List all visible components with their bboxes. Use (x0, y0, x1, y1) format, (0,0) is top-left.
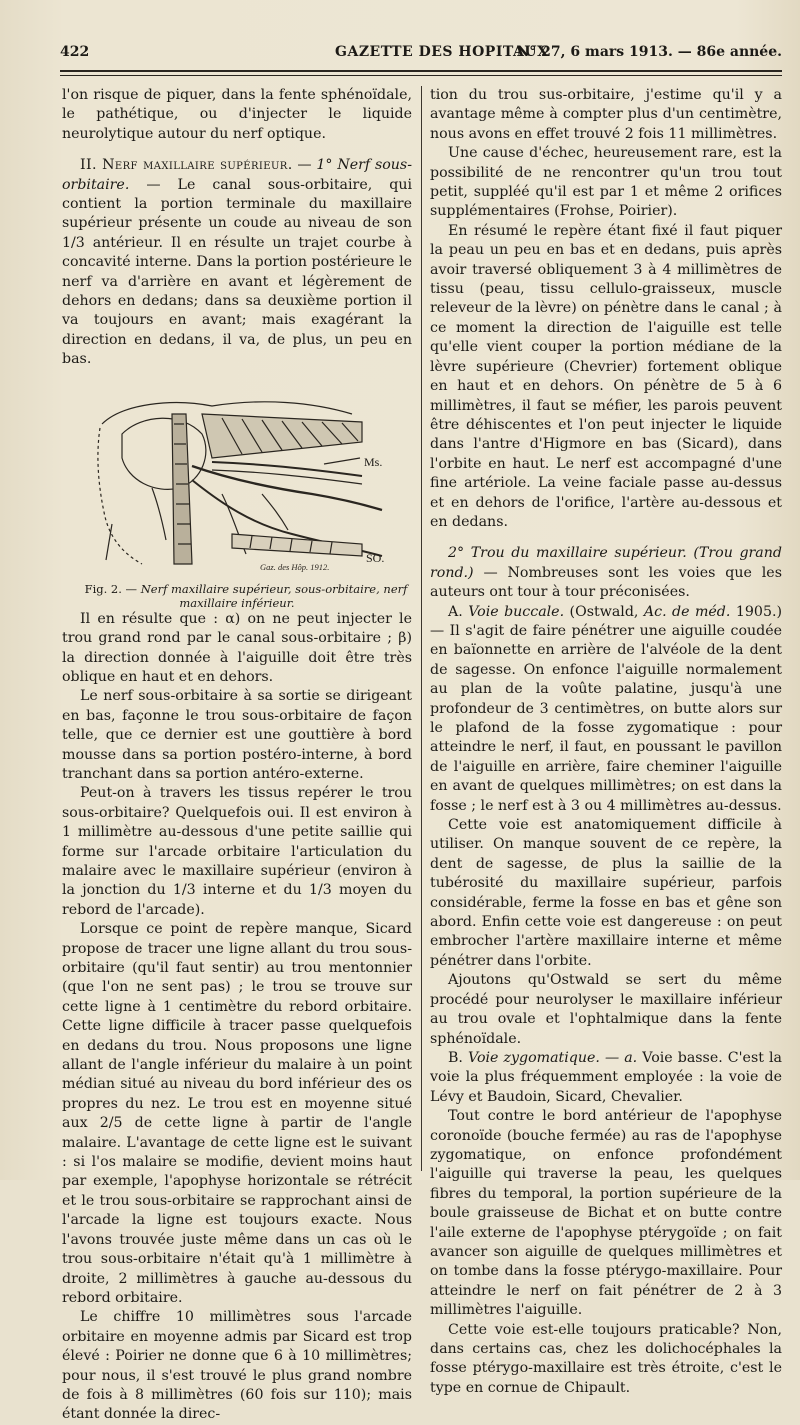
paragraph: Peut-on à travers les tissus repérer le trou sous-orbitaire? Quelquefois oui. Il est environ à 1 millimètre au-dessous d'une petite saillie qui forme sur l'arcade orbitaire l'articulation du malaire avec le maxillaire supérieur (environ à la jonction du 1/3 interne et du 1/3 moyen du rebord de l'arcade). (62, 785, 412, 918)
paragraph: Le nerf sous-orbitaire à sa sortie se dirigeant en bas, façonne le trou sous-orbitaire de façon telle, que ce dernier est une gouttière à bord mousse dans sa portion postéro-interne, à bord tranchant dans sa portion antéro-externe. (62, 688, 412, 782)
item-label: A. (448, 603, 463, 620)
subsection-title: 2° Trou du maxillaire supérieur. (Trou grand rond.) (430, 545, 782, 581)
section-text: — Nombreuses sont les voies que les auteurs ont tour à tour préconisées. (430, 564, 782, 601)
paragraph: Une cause d'échec, heureusement rare, est la possibilité de ne rencontrer qu'un trou tout petit, suppléé qu'il est par 1 et même 2 orifices supplémentaires (Frohse, Poirier). (430, 145, 782, 220)
paragraph: Le chiffre 10 millimètres sous l'arcade orbitaire en moyenne admis par Sicard est trop élevé : Poirier ne donne que 6 à 10 millimètres; pour nous, il s'est trouvé le plus grand nombre de fois à 8 millimètres (60 fois sur 110); mais étant donnée la direc- (62, 1309, 412, 1423)
left-column (62, 86, 412, 1425)
label-ms: Ms. (364, 454, 383, 469)
voie-zygomatique-paragraph (430, 1049, 782, 1107)
paragraph: Cette voie est anatomiquement difficile à utiliser. On manque souvent de ce repère, la dent de sagesse, de plus la saillie de la tubérosité du maxillaire supérieur, parfois considérable, ferme la fosse en bas et gêne son abord. Enfin cette voie est dangereuse : on peut embrocher l'artère maxillaire interne et même pénétrer dans l'orbite. (430, 817, 782, 969)
figure-credit: Gaz. des Hôp. 1912. (260, 561, 330, 572)
section-heading: II. Nerf maxillaire supérieur. (80, 157, 293, 174)
figure-caption (62, 582, 412, 610)
page-number: 422 (60, 44, 90, 60)
item-title: Voie buccale. (468, 603, 565, 620)
issue-info: N° 27, 6 mars 1913. — 86e année. (516, 44, 782, 60)
figure-number: Fig. 2. — (84, 581, 138, 596)
header-rule-thick (60, 70, 782, 72)
item-title: Voie zygomatique. — a. (468, 1049, 638, 1066)
page-header (60, 44, 782, 66)
figure-engraving (62, 384, 412, 580)
item-text: Voie basse. C'est la voie la plus fréquemment employée : la voie de Lévy et Baudoin, Sicard, Chevalier. (430, 1049, 782, 1105)
paragraph: Lorsque ce point de repère manque, Sicard propose de tracer une ligne allant du trou sous-orbitaire (qu'il faut sentir) au trou mentonnier (que l'on ne sent pas) ; le trou se trouve sur cette ligne à 1 centimètre du rebord orbitaire. Cette ligne difficile à tracer passe quelquefois en dedans du trou. Nous proposons une ligne allant de l'angle inférieur du malaire à un point médian situé au niveau du bord inférieur des os propres du nez. Le trou est en moyenne situé aux 2/5 de cette ligne à partir de l'angle malaire. L'avantage de cette ligne est le suivant : si l'os malaire se modifie, devient moins haut par exemple, l'apophyse horizontale se rétrécit et le trou sous-orbitaire se rapprochant ainsi de l'arcade la ligne est toujours exacte. Nous l'avons trouvée juste même dans un cas où le trou sous-orbitaire n'était qu'à 1 millimètre à droite, 2 millimètres à gauche au-dessous du rebord orbitaire. (62, 921, 412, 1306)
item-label: B. (448, 1049, 463, 1066)
section-text: — Le canal sous-orbitaire, qui contient la portion terminale du maxillaire supérieur présente un coude au niveau de son 1/3 antérieur. Il en résulte un trajet courbe à concavité interne. Dans la portion postérieure le nerf va d'arrière en avant et légèrement de dehors en dedans; dans sa deuxième portion il va toujours en avant; mais exagérant la direction en dedans, il va, de plus, un peu en bas. (62, 176, 412, 368)
anatomical-figure (62, 384, 412, 580)
header-rule-thin (60, 75, 782, 76)
paragraph: Il en résulte que : α) on ne peut injecter le trou grand rond par le canal sous-orbitaire ; β) la direction donnée à l'aiguille doit être très oblique en haut et en dehors. (62, 610, 412, 685)
paragraph: tion du trou sus-orbitaire, j'estime qu'il y a avantage même à compter plus d'un centimètre, nous avons en effet trouvé 2 fois 11 millimètres. (430, 87, 782, 142)
subsection-paragraph (430, 544, 782, 602)
paragraph: Cette voie est-elle toujours praticable? Non, dans certains cas, chez les dolichocéphales la fosse ptérygo-maxillaire est très étroite, c'est le type en cornue de Chipault. (430, 1321, 782, 1396)
reference-open: (Ostwald, (569, 603, 639, 620)
paragraph: Tout contre le bord antérieur de l'apophyse coronoïde (bouche fermée) au ras de l'apophyse zygomatique, on enfonce profondément l'aiguille qui traverse la peau, les quelques fibres du temporal, la portion supérieure de la boule graisseuse de Bichat et on butte contre l'aile externe de l'apophyse ptérygoïde ; on fait avancer son aiguille de quelques millimètres et on tombe dans la fosse ptérygo-maxillaire. Pour atteindre le nerf on fait pénétrer de 2 à 3 millimètres l'aiguille. (430, 1108, 782, 1319)
paragraph: Ajoutons qu'Ostwald se sert du même procédé pour neurolyser le maxillaire inférieur au trou ovale et l'ophtalmique dans la fente sphénoïdale. (430, 972, 782, 1047)
section-heading-paragraph: II. Nerf maxillaire supérieur. — 1° Nerf sous-orbitaire. — Le canal sous-orbitaire, qui contient la portion terminale du maxillaire supérieur présente un coude au niveau de son 1/3 antérieur. Il en résulte un trajet courbe à concavité interne. Dans la portion postérieure le nerf va d'arrière en avant et légèrement de dehors en dedans; dans sa deuxième portion il va toujours en avant; mais exagérant la direction en dedans, il va, de plus, un peu en bas. (62, 157, 412, 368)
paragraph: l'on risque de piquer, dans la fente sphénoïdale, le pathétique, ou d'injecter le liquide neurolytique autour du nerf optique. (62, 87, 412, 142)
reference-close: 1905.) — (430, 603, 783, 639)
column-divider (421, 86, 422, 1171)
reference-journal: Ac. de méd. (643, 603, 731, 620)
paragraph: En résumé le repère étant fixé il faut piquer la peau un peu en bas et en dedans, puis après avoir traversé obliquement 3 à 4 millimètres de tissu (peau, tissu cellulo-graisseux, muscle releveur de la lèvre) on pénètre dans le canal ; à ce moment la direction de l'aiguille est telle qu'elle vient couper la portion médiane de la lèvre supérieure (Chevrier) fortement oblique en haut et en dehors. On pénètre de 5 à 6 millimètres, il faut se méfier, les parois peuvent être déhiscentes et l'on peut injecter le liquide dans l'antre d'Higmore en bas (Sicard), dans l'orbite en haut. Le nerf est accompagné d'une fine artériole. La veine faciale passe au-dessus et en dehors de l'orifice, l'artère au-dessous et en dedans. (430, 222, 782, 530)
right-column (430, 86, 782, 1398)
figure-caption-text: Nerf maxillaire supérieur, sous-orbitaire, nerf maxillaire inférieur. (140, 581, 408, 610)
item-text: Il s'agit de faire pénétrer une aiguille coudée en baïonnette en arrière de l'alvéole de la dent de sagesse. On enfonce l'aiguille normalement au plan de la voûte palatine, jusqu'à une profondeur de 3 centimètres, on butte alors sur le plafond de la fosse zygomatique : pour atteindre le nerf, il faut, en poussant le pavillon de l'aiguille en arrière, faire cheminer l'aiguille en avant de quelques millimètres; on est dans la fosse ; le nerf est à 3 ou 4 millimètres au-dessus. (430, 622, 782, 814)
voie-buccale-paragraph (430, 603, 782, 816)
journal-title: GAZETTE DES HOPITAUX (335, 44, 549, 60)
subsection-title: 1° Nerf sous-orbitaire. (62, 157, 412, 193)
label-so: SO. (366, 550, 385, 565)
